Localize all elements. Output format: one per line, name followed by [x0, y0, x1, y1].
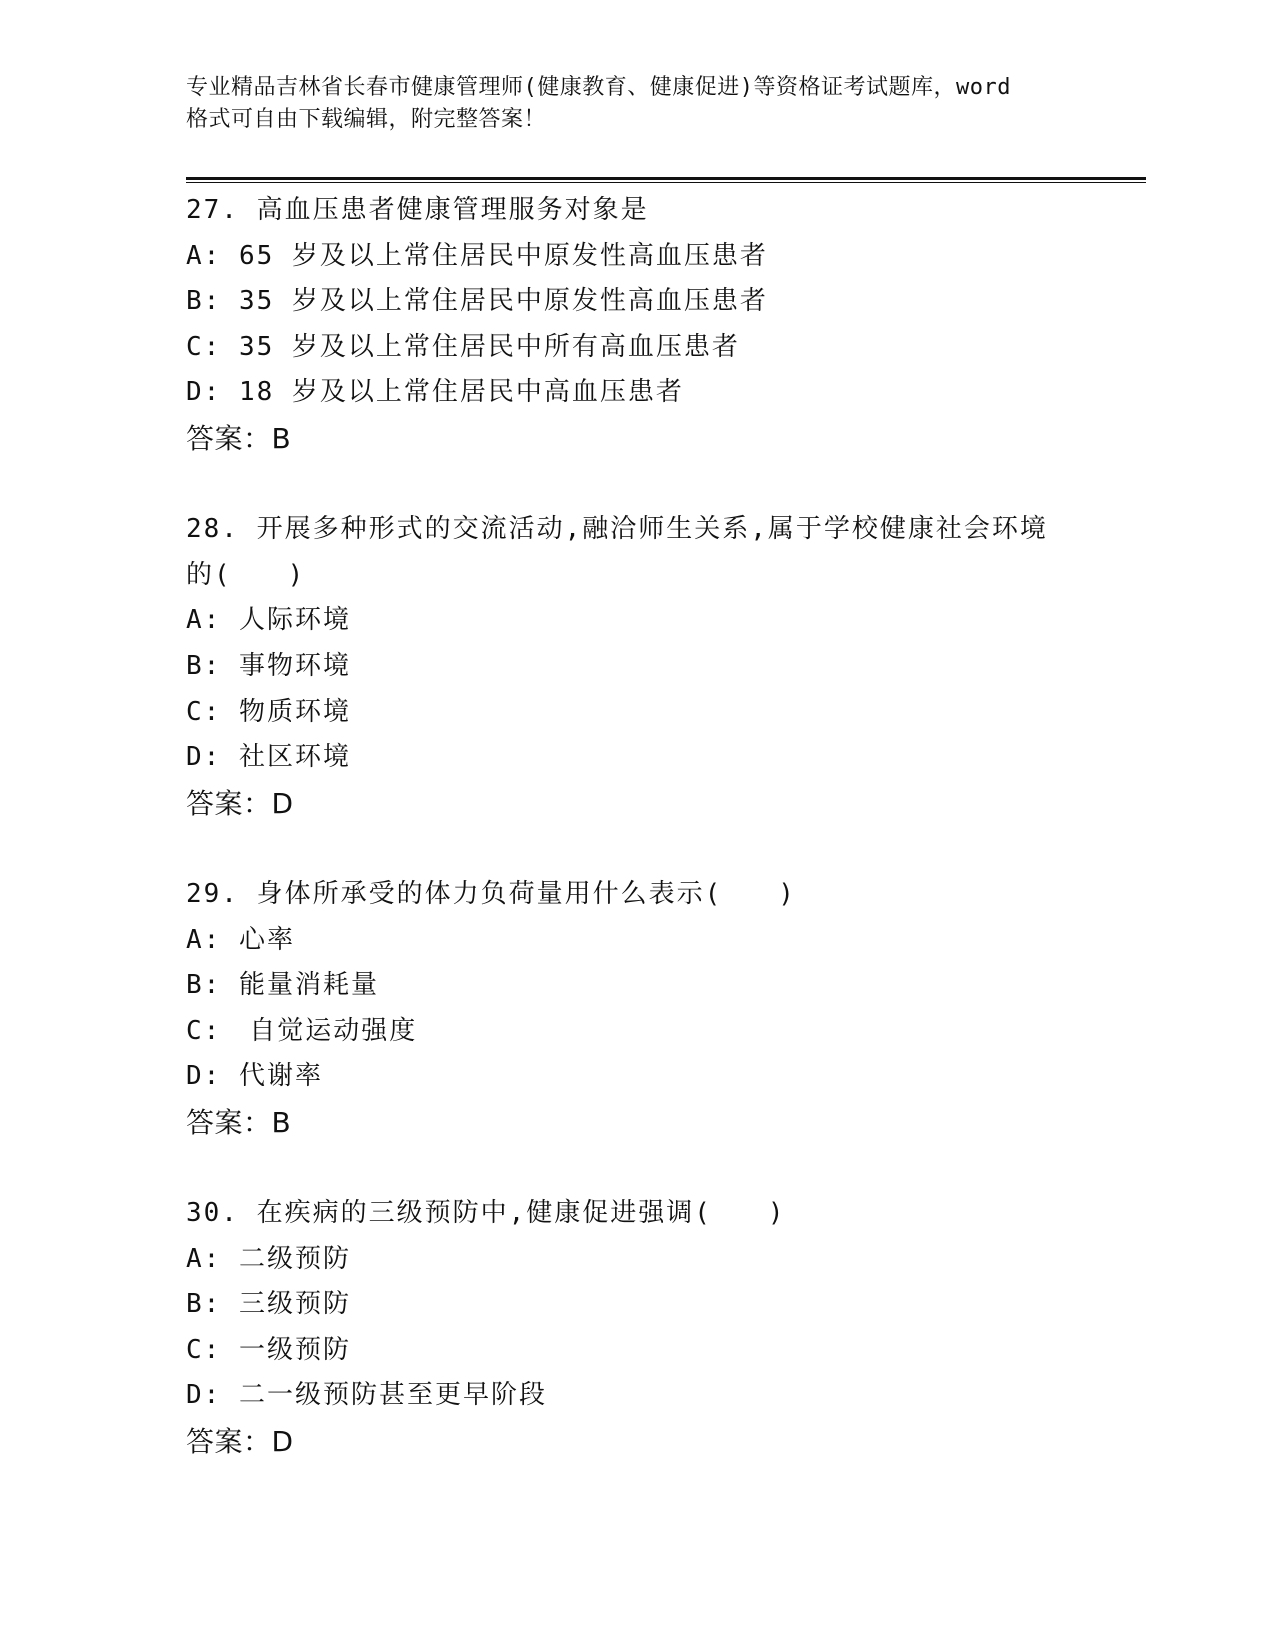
option-d: D: 二一级预防甚至更早阶段 [186, 1380, 547, 1411]
question-stem-continued: 的( ) [186, 559, 306, 590]
header-divider-thick [186, 177, 1146, 180]
question-30 [186, 1191, 1106, 1465]
option-c: C: 一级预防 [186, 1334, 351, 1365]
question-stem: 27. 高血压患者健康管理服务对象是 [186, 195, 649, 225]
answer-line: 答案：D [186, 786, 294, 820]
option-d: D: 社区环境 [186, 742, 351, 773]
option-b: B: 三级预防 [186, 1289, 351, 1320]
question-27 [186, 188, 1106, 462]
option-d: D: 18 岁及以上常住居民中高血压患者 [186, 377, 684, 408]
option-d: D: 代谢率 [186, 1061, 323, 1092]
option-b: B: 事物环境 [186, 650, 351, 681]
option-a: A: 二级预防 [186, 1243, 351, 1274]
answer-line: 答案：B [186, 1105, 292, 1139]
question-stem: 29. 身体所承受的体力负荷量用什么表示( ) [186, 878, 796, 909]
question-spacer [186, 1145, 1106, 1191]
header-line-1: 专业精品吉林省长春市健康管理师(健康教育、健康促进)等资格证考试题库，word [186, 75, 1011, 100]
answer-line: 答案：B [186, 421, 292, 455]
question-29 [186, 872, 1106, 1146]
question-28 [186, 507, 1106, 826]
option-c: C: 35 岁及以上常住居民中所有高血压患者 [186, 331, 740, 362]
option-b: B: 能量消耗量 [186, 970, 379, 1001]
answer-line: 答案：D [186, 1425, 294, 1459]
question-spacer [186, 826, 1106, 872]
document-header [186, 72, 1106, 136]
option-b: B: 35 岁及以上常住居民中原发性高血压患者 [186, 286, 768, 317]
header-divider-thin [186, 182, 1146, 183]
option-a: A: 心率 [186, 924, 295, 955]
question-list [186, 188, 1106, 1465]
question-stem: 28. 开展多种形式的交流活动,融洽师生关系,属于学校健康社会环境 [186, 514, 1048, 545]
option-a: A: 65 岁及以上常住居民中原发性高血压患者 [186, 240, 768, 271]
option-a: A: 人际环境 [186, 605, 351, 636]
option-c: C: 物质环境 [186, 696, 351, 727]
option-c: C: 自觉运动强度 [186, 1015, 418, 1046]
question-stem: 30. 在疾病的三级预防中,健康促进强调( ) [186, 1198, 786, 1229]
header-line-2: 格式可自由下载编辑，附完整答案！ [186, 107, 547, 132]
question-spacer [186, 462, 1106, 508]
